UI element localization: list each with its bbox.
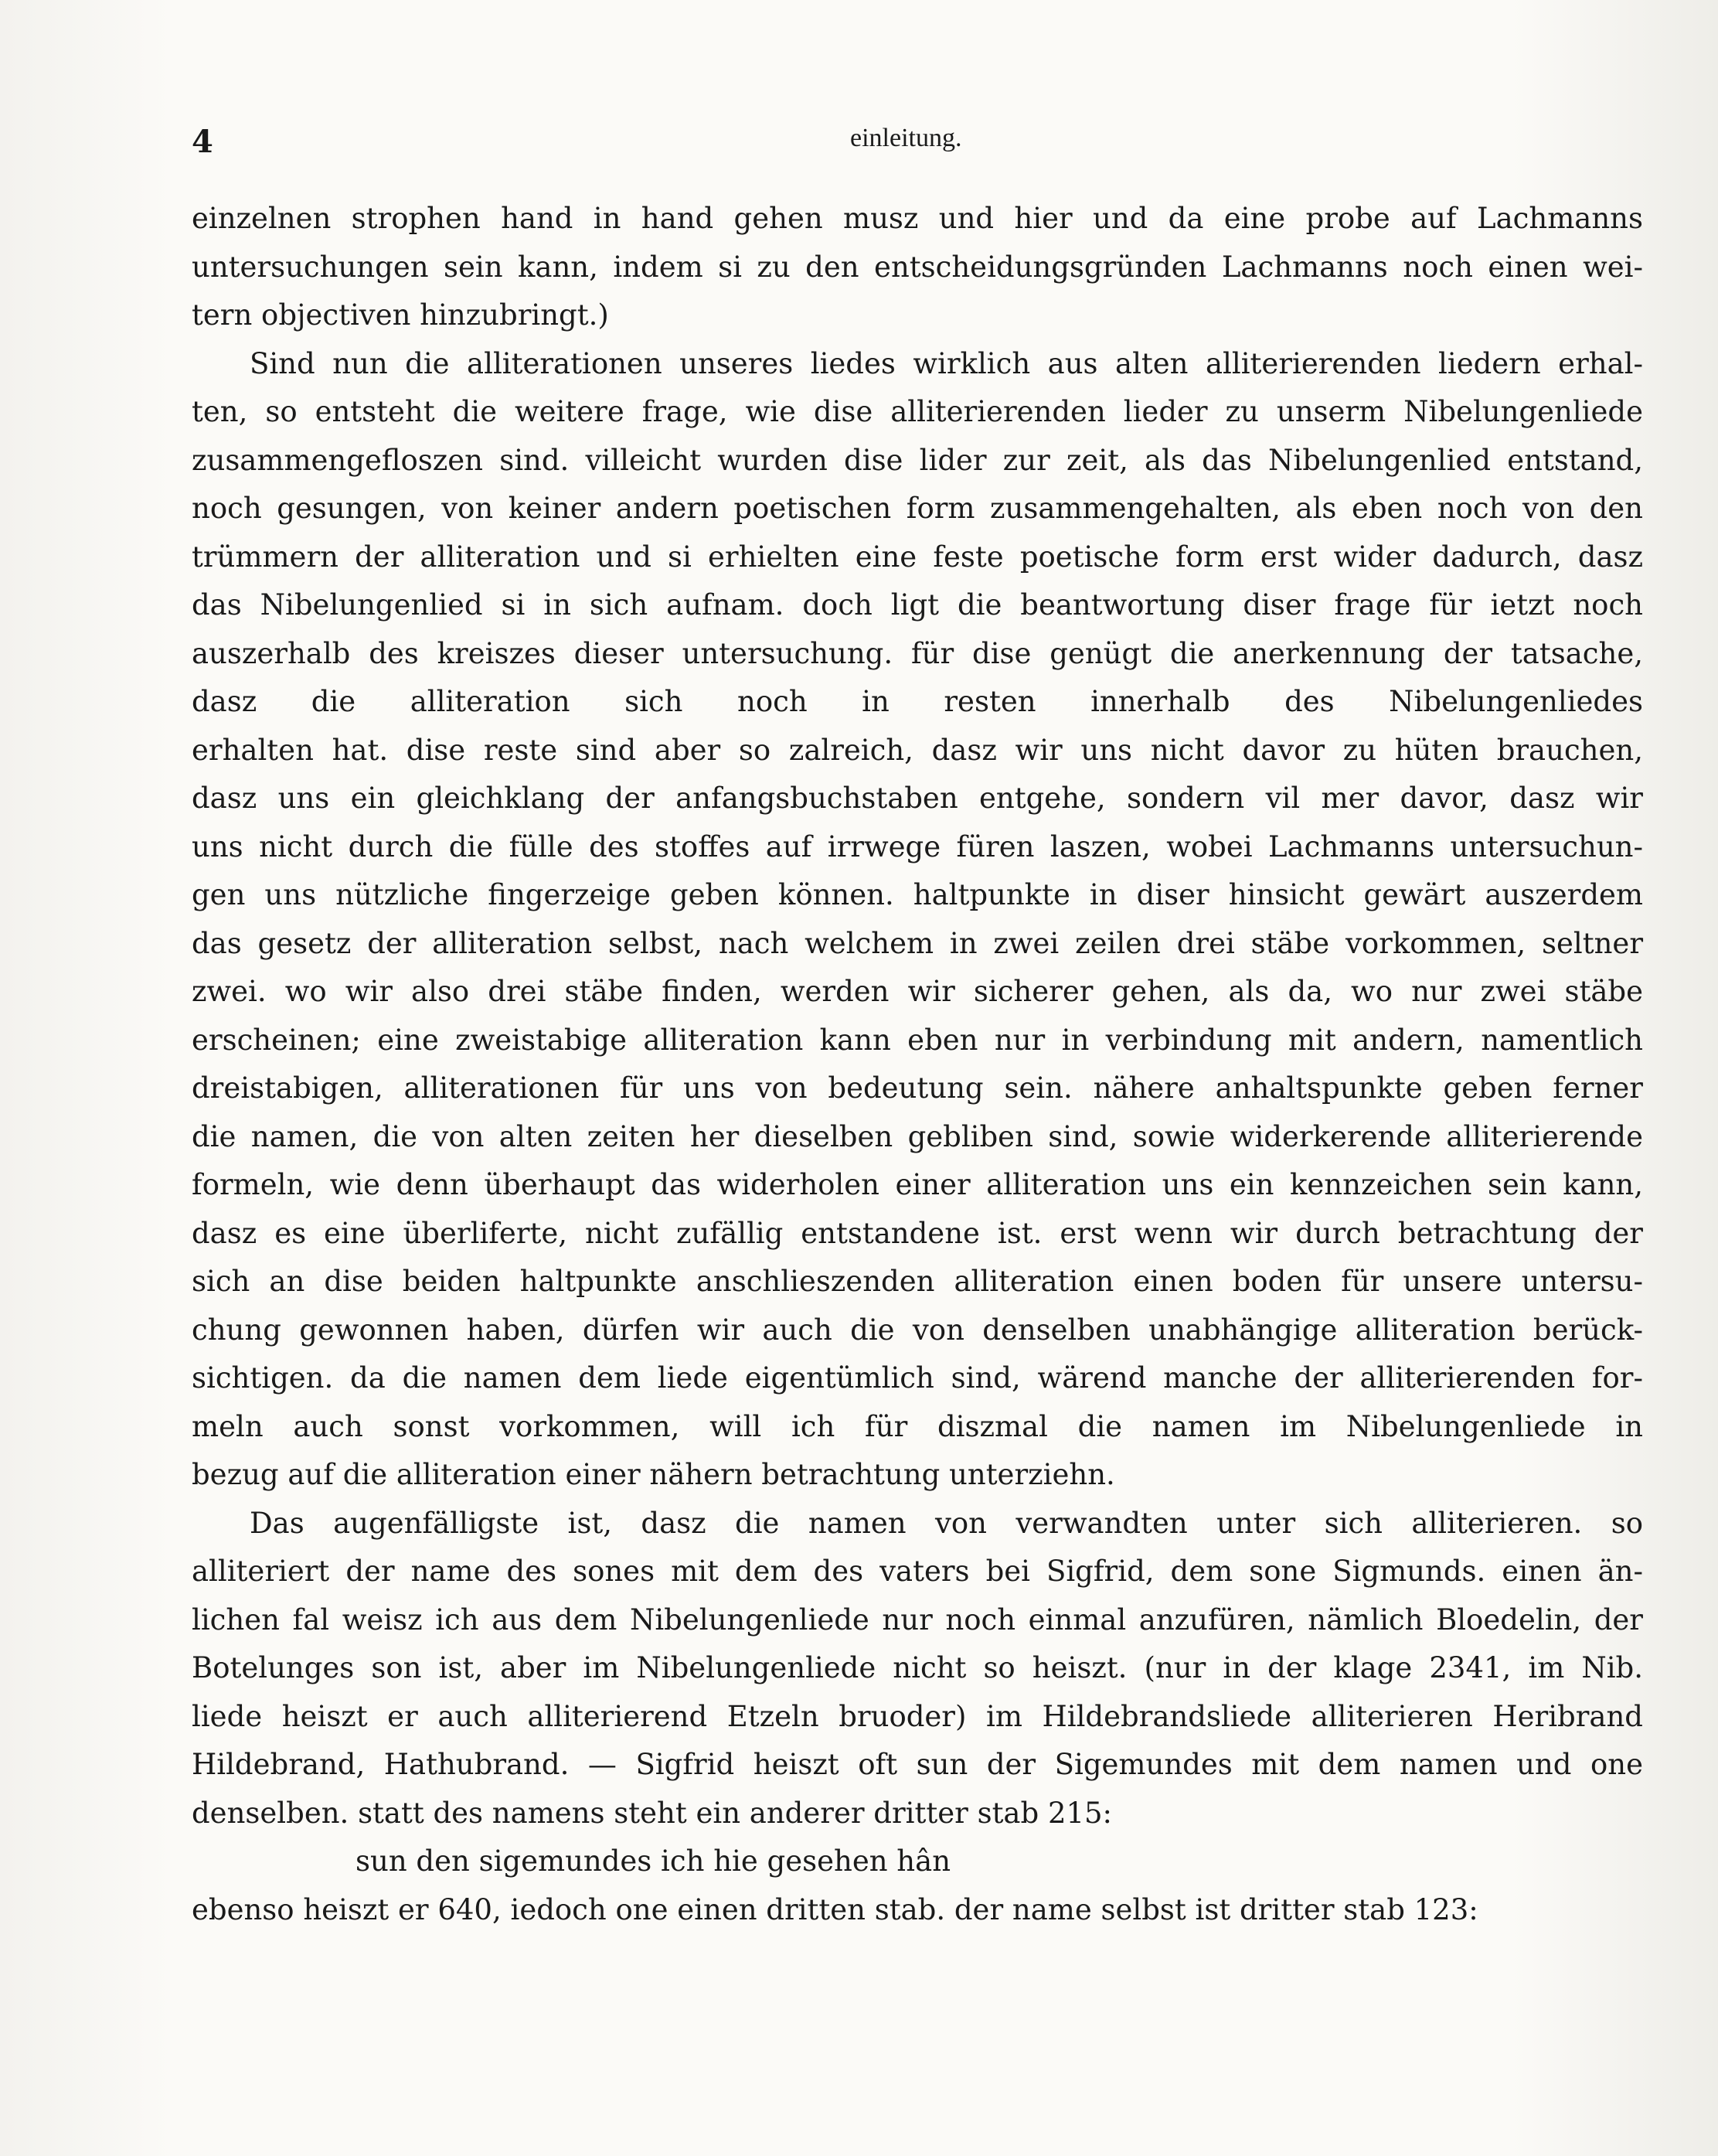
text-line: auszerhalb des kreiszes dieser untersuchung. für dise genügt die anerkennung der tatsache,	[192, 636, 1643, 670]
text-line: liede heiszt er auch alliterierend Etzeln bruoder) im Hildebrandsliede alliterieren Heribrand	[192, 1699, 1643, 1733]
text-line: dasz die alliteration sich noch in resten innerhalb des Nibelungenliedes	[192, 685, 1643, 718]
text-line: denselben. statt des namens steht ein anderer dritter stab 215:	[192, 1796, 1113, 1830]
verse-quotation: sun den sigemundes ich hie gesehen hân	[356, 1844, 951, 1878]
text-line: meln auch sonst vorkommen, will ich für diszmal die namen im Nibelungenliede in	[192, 1409, 1643, 1443]
text-line: ebenso heiszt er 640, iedoch one einen dritten stab. der name selbst ist dritter stab 123:	[192, 1892, 1478, 1926]
text-line: Botelunges son ist, aber im Nibelungenliede nicht so heiszt. (nur in der klage 2341, im Nib.	[192, 1651, 1643, 1684]
text-line: dreistabigen, alliterationen für uns von bedeutung sein. nähere anhaltspunkte geben ferner	[192, 1071, 1643, 1105]
text-line: formeln, wie denn überhaupt das widerholen einer alliteration uns ein kennzeichen sein kann,	[192, 1168, 1643, 1201]
text-line: uns nicht durch die fülle des stoffes auf irrwege füren laszen, wobei Lachmanns untersuchun-	[192, 829, 1643, 863]
text-line: dasz es eine überliferte, nicht zufällig entstandene ist. erst wenn wir durch betrachtung der	[192, 1216, 1643, 1250]
text-line: chung gewonnen haben, dürfen wir auch die von denselben unabhängige alliteration berück-	[192, 1313, 1643, 1347]
text-line: die namen, die von alten zeiten her dieselben gebliben sind, sowie widerkerende alliterierende	[192, 1119, 1643, 1153]
text-line: erhalten hat. dise reste sind aber so zalreich, dasz wir uns nicht davor zu hüten brauchen,	[192, 733, 1643, 767]
text-line: tern objectiven hinzubringt.)	[192, 298, 609, 332]
text-line: einzelnen strophen hand in hand gehen musz und hier und da eine probe auf Lachmanns	[192, 202, 1643, 235]
text-line: gen uns nützliche fingerzeige geben können. haltpunkte in diser hinsicht gewärt auszerdem	[192, 878, 1643, 911]
text-line: Das augenfälligste ist, dasz die namen von verwandten unter sich alliterieren. so	[250, 1506, 1643, 1540]
text-line: zwei. wo wir also drei stäbe finden, werden wir sicherer gehen, als da, wo nur zwei stäbe	[192, 975, 1643, 1008]
body-text	[192, 195, 1643, 1934]
text-line: alliteriert der name des sones mit dem des vaters bei Sigfrid, dem sone Sigmunds. einen än-	[192, 1555, 1643, 1588]
text-line: bezug auf die alliteration einer nähern betrachtung unterziehn.	[192, 1458, 1115, 1491]
text-line: erscheinen; eine zweistabige alliteration kann eben nur in verbindung mit andern, namentlich	[192, 1023, 1643, 1057]
text-line: das Nibelungenlied si in sich aufnam. doch ligt die beantwortung diser frage für ietzt noch	[192, 588, 1643, 622]
text-line: trümmern der alliteration und si erhielten eine feste poetische form erst wider dadurch, dasz	[192, 540, 1643, 574]
page-header	[192, 124, 1643, 170]
text-line: sich an dise beiden haltpunkte anschlieszenden alliteration einen boden für unsere untersu-	[192, 1265, 1643, 1298]
text-line: untersuchungen sein kann, indem si zu den entscheidungsgründen Lachmanns noch einen wei-	[192, 250, 1643, 284]
text-line: noch gesungen, von keiner andern poetischen form zusammengehalten, als eben noch von den	[192, 492, 1643, 525]
text-line: ten, so entsteht die weitere frage, wie dise alliterierenden lieder zu unserm Nibelungenliede	[192, 395, 1643, 428]
text-line: Sind nun die alliterationen unseres liedes wirklich aus alten alliterierenden liedern erhal-	[250, 346, 1643, 380]
running-title: einleitung.	[850, 124, 962, 152]
text-line: lichen fal weisz ich aus dem Nibelungenliede nur noch einmal anzufüren, nämlich Bloedelin, der	[192, 1603, 1643, 1637]
text-line: das gesetz der alliteration selbst, nach welchem in zwei zeilen drei stäbe vorkommen, seltner	[192, 926, 1643, 960]
text-line: dasz uns ein gleichklang der anfangsbuchstaben entgehe, sondern vil mer davor, dasz wir	[192, 782, 1643, 815]
text-line: zusammengefloszen sind. villeicht wurden dise lider zur zeit, als das Nibelungenlied entstand,	[192, 443, 1643, 477]
text-line: Hildebrand, Hathubrand. — Sigfrid heiszt oft sun der Sigemundes mit dem namen und one	[192, 1748, 1643, 1781]
text-line: sichtigen. da die namen dem liede eigentümlich sind, wärend manche der alliterierenden for-	[192, 1361, 1643, 1395]
page-number: 4	[192, 124, 213, 160]
